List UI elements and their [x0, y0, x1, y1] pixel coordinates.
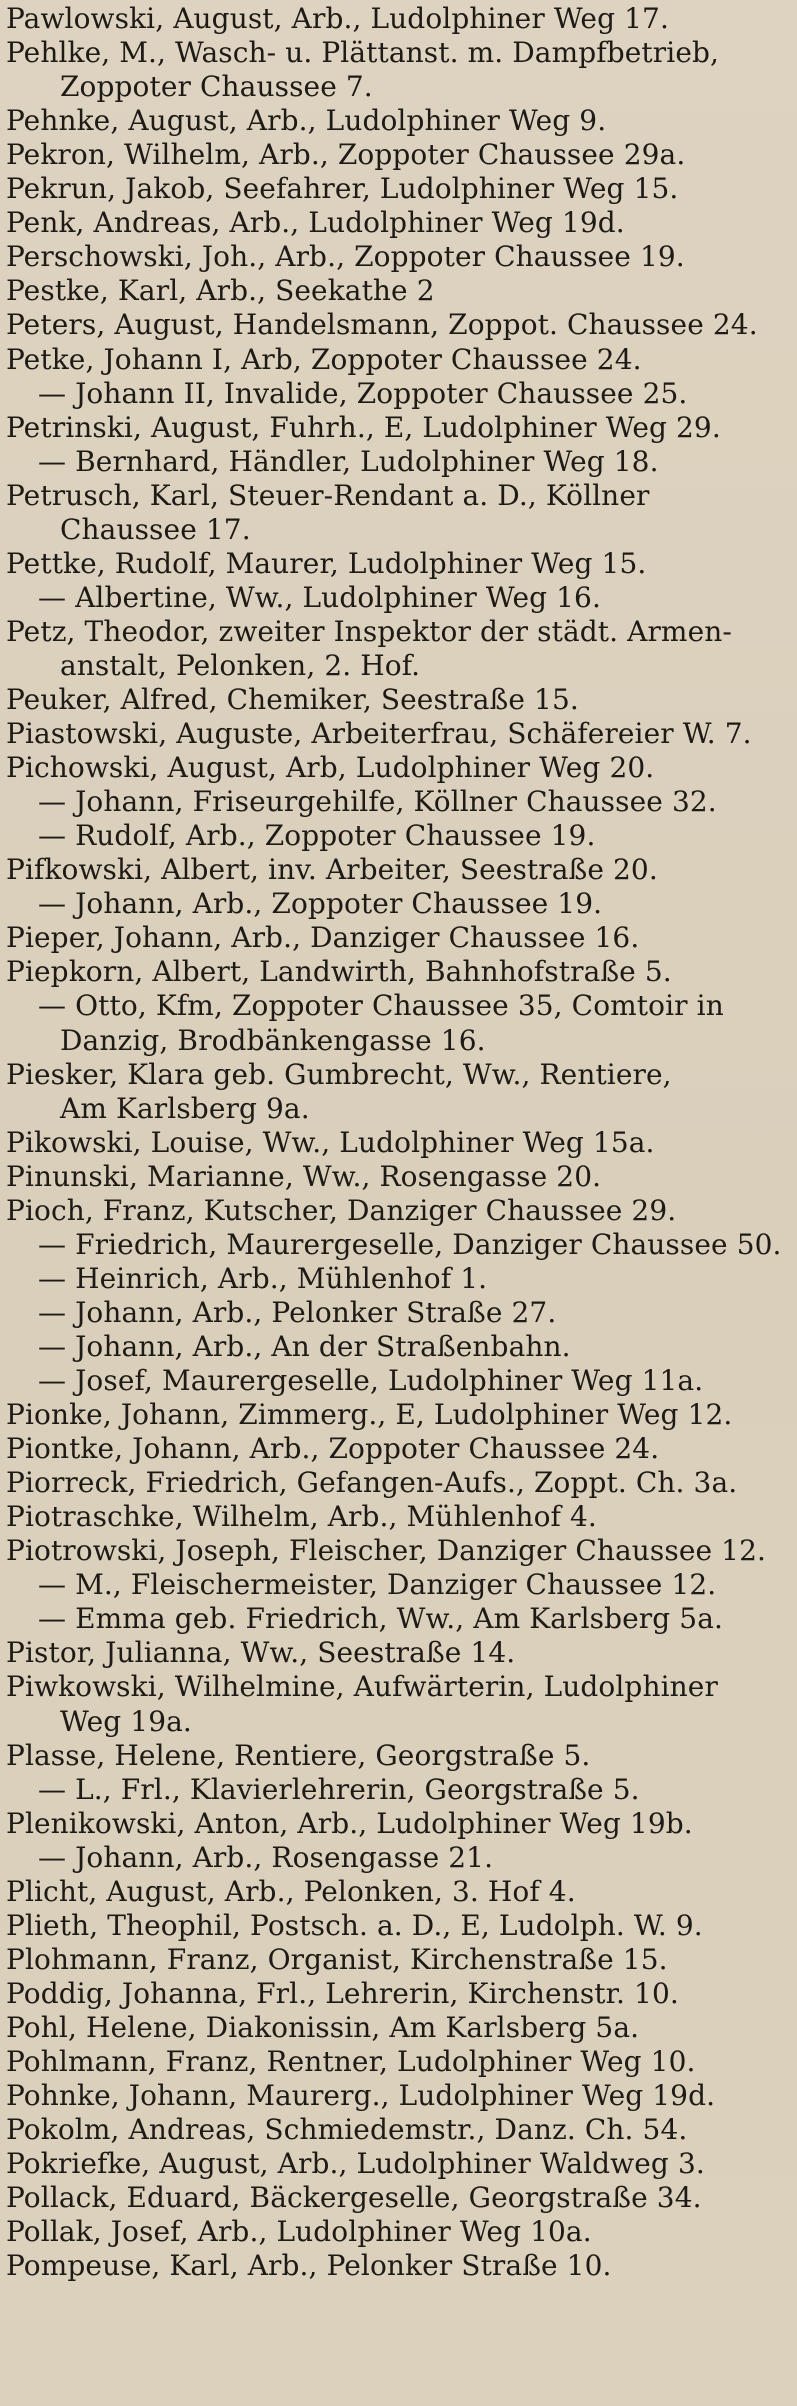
- entry-line: Poddig, Johanna, Frl., Lehrerin, Kirchenstr. 10.: [6, 1976, 679, 2010]
- entry-line: Pichowski, August, Arb, Ludolphiner Weg 20.: [6, 751, 655, 785]
- entry-line: Piotraschke, Wilhelm, Arb., Mühlenhof 4.: [6, 1500, 597, 1534]
- entry-line: — Josef, Maurergeselle, Ludolphiner Weg 11a.: [38, 1364, 704, 1397]
- entry-line: Piotrowski, Joseph, Fleischer, Danziger Chaussee 12.: [6, 1534, 767, 1568]
- entry-line: Piorreck, Friedrich, Gefangen-Aufs., Zoppt. Ch. 3a.: [6, 1466, 738, 1500]
- entry-line: Pistor, Julianna, Ww., Seestraße 14.: [6, 1636, 516, 1670]
- entry-line: Pieper, Johann, Arb., Danziger Chaussee 16.: [6, 921, 640, 955]
- entry-line: Pohl, Helene, Diakonissin, Am Karlsberg 5a.: [6, 2010, 640, 2044]
- entry-line: Pikowski, Louise, Ww., Ludolphiner Weg 15a.: [6, 1125, 655, 1159]
- entry-continuation-line: Weg 19a.: [60, 1704, 192, 1738]
- entry-line: Perschowski, Joh., Arb., Zoppoter Chaussee 19.: [6, 240, 685, 274]
- entry-line: Plicht, August, Arb., Pelonken, 3. Hof 4.: [6, 1874, 576, 1908]
- entry-line: Pehlke, M., Wasch- u. Plättanst. m. Dampfbetrieb,: [6, 36, 720, 70]
- entry-line: Piontke, Johann, Arb., Zoppoter Chaussee 24.: [6, 1432, 660, 1466]
- entry-line: Piesker, Klara geb. Gumbrecht, Ww., Rentiere,: [6, 1057, 672, 1091]
- entry-line: — Bernhard, Händler, Ludolphiner Weg 18.: [38, 444, 659, 478]
- entry-continuation-line: Chaussee 17.: [60, 512, 251, 546]
- entry-line: Petrinski, August, Fuhrh., E, Ludolphiner Weg 29.: [6, 410, 721, 444]
- entry-line: Pokriefke, August, Arb., Ludolphiner Waldweg 3.: [6, 2147, 705, 2181]
- entry-line: — Johann, Arb., Pelonker Straße 27.: [38, 1295, 557, 1329]
- entry-line: Peters, August, Handelsmann, Zoppot. Chaussee 24.: [6, 308, 758, 342]
- entry-line: Petke, Johann I, Arb, Zoppoter Chaussee 24.: [6, 342, 642, 376]
- entry-line: Pekrun, Jakob, Seefahrer, Ludolphiner Weg 15.: [6, 172, 679, 206]
- entry-line: — Johann II, Invalide, Zoppoter Chaussee 25.: [38, 376, 688, 410]
- entry-line: — L., Frl., Klavierlehrerin, Georgstraße 5.: [38, 1772, 640, 1806]
- entry-line: — Johann, Friseurgehilfe, Köllner Chaussee 32.: [38, 785, 717, 819]
- entry-line: — Emma geb. Friedrich, Ww., Am Karlsberg 5a.: [38, 1602, 723, 1636]
- entry-line: Piepkorn, Albert, Landwirth, Bahnhofstraße 5.: [6, 955, 672, 989]
- entry-line: Pohnke, Johann, Maurerg., Ludolphiner Weg 19d.: [6, 2079, 716, 2113]
- entry-line: Pokolm, Andreas, Schmiedemstr., Danz. Ch. 54.: [6, 2113, 688, 2147]
- entry-line: Plenikowski, Anton, Arb., Ludolphiner Weg 19b.: [6, 1806, 693, 1840]
- entry-line: Pettke, Rudolf, Maurer, Ludolphiner Weg 15.: [6, 546, 647, 580]
- entry-line: Pawlowski, August, Arb., Ludolphiner Weg 17.: [6, 2, 669, 35]
- entry-line: Plasse, Helene, Rentiere, Georgstraße 5.: [6, 1738, 591, 1772]
- entry-line: Pioch, Franz, Kutscher, Danziger Chaussee 29.: [6, 1193, 677, 1227]
- entry-line: Pionke, Johann, Zimmerg., E, Ludolphiner Weg 12.: [6, 1398, 733, 1432]
- entry-continuation-line: anstalt, Pelonken, 2. Hof.: [60, 648, 421, 682]
- entry-line: — Johann, Arb., An der Straßenbahn.: [38, 1329, 571, 1363]
- entry-line: — Albertine, Ww., Ludolphiner Weg 16.: [38, 580, 601, 614]
- entry-continuation-line: Zoppoter Chaussee 7.: [60, 70, 373, 104]
- entry-line: Pollak, Josef, Arb., Ludolphiner Weg 10a.: [6, 2215, 592, 2249]
- entry-line: Plohmann, Franz, Organist, Kirchenstraße 15.: [6, 1942, 668, 1976]
- entry-line: — Heinrich, Arb., Mühlenhof 1.: [38, 1261, 488, 1295]
- entry-line: — Johann, Arb., Zoppoter Chaussee 19.: [38, 887, 603, 921]
- entry-line: Pifkowski, Albert, inv. Arbeiter, Seestraße 20.: [6, 853, 658, 887]
- entry-line: Pollack, Eduard, Bäckergeselle, Georgstraße 34.: [6, 2181, 702, 2215]
- entry-line: Plieth, Theophil, Postsch. a. D., E, Ludolph. W. 9.: [6, 1908, 703, 1942]
- entry-line: Petz, Theodor, zweiter Inspektor der städt. Armen-: [6, 614, 732, 648]
- entry-line: — Otto, Kfm, Zoppoter Chaussee 35, Comtoir in: [38, 989, 724, 1023]
- entry-continuation-line: Am Karlsberg 9a.: [60, 1091, 310, 1125]
- entry-line: — Rudolf, Arb., Zoppoter Chaussee 19.: [38, 819, 596, 853]
- entry-line: Pestke, Karl, Arb., Seekathe 2: [6, 274, 435, 308]
- entry-line: Penk, Andreas, Arb., Ludolphiner Weg 19d.: [6, 206, 625, 240]
- entry-line: Pompeuse, Karl, Arb., Pelonker Straße 10.: [6, 2249, 612, 2283]
- entry-line: — Friedrich, Maurergeselle, Danziger Chaussee 50.: [38, 1227, 782, 1261]
- entry-line: — M., Fleischermeister, Danziger Chaussee 12.: [38, 1568, 717, 1602]
- entry-continuation-line: Danzig, Brodbänkengasse 16.: [60, 1023, 486, 1057]
- entry-line: Petrusch, Karl, Steuer-Rendant a. D., Köllner: [6, 478, 650, 512]
- entry-line: Pinunski, Marianne, Ww., Rosengasse 20.: [6, 1159, 602, 1193]
- entry-line: Pekron, Wilhelm, Arb., Zoppoter Chaussee 29a.: [6, 138, 686, 172]
- entry-line: Peuker, Alfred, Chemiker, Seestraße 15.: [6, 683, 579, 716]
- entry-line: Pehnke, August, Arb., Ludolphiner Weg 9.: [6, 104, 607, 138]
- entry-line: — Johann, Arb., Rosengasse 21.: [38, 1840, 494, 1874]
- entry-line: Piastowski, Auguste, Arbeiterfrau, Schäfereier W. 7.: [6, 717, 752, 751]
- entry-line: Pohlmann, Franz, Rentner, Ludolphiner Weg 10.: [6, 2045, 696, 2078]
- entry-line: Piwkowski, Wilhelmine, Aufwärterin, Ludolphiner: [6, 1670, 718, 1704]
